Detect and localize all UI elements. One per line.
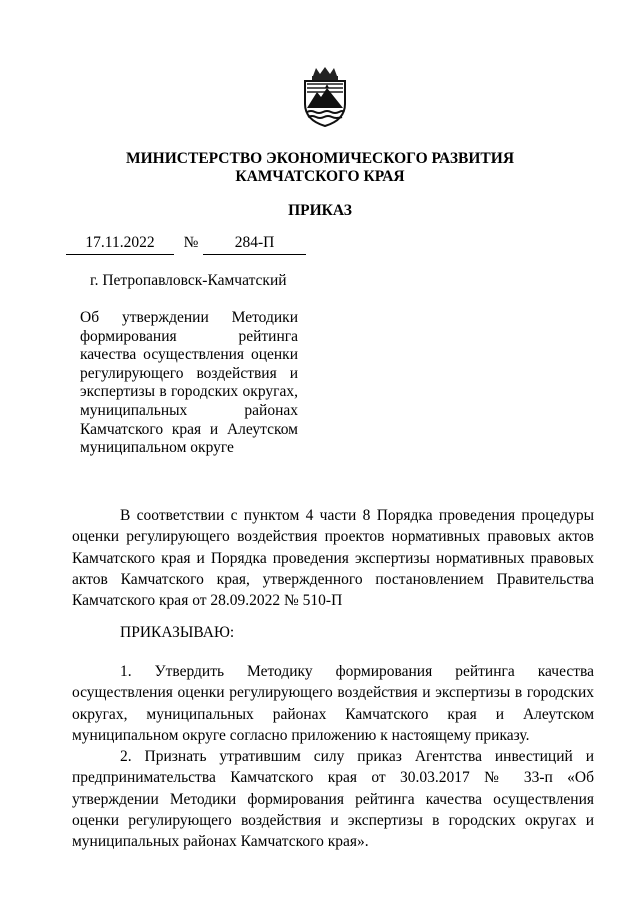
ministry-line-1: МИНИСТЕРСТВО ЭКОНОМИЧЕСКОГО РАЗВИТИЯ xyxy=(125,150,515,167)
number-sign: № xyxy=(183,234,199,251)
order-item-2: 2. Признать утратившим силу приказ Агентства инвестиций и предпринимательства Камчатского края от 30.03.2017 № 33-п «Об утверждении Методики формирования рейтинга качества осуществления оценки регулирующего воздействия и экспертизы в городских округах и муниципальных районах Камчатского края». xyxy=(72,748,594,851)
ministry-name xyxy=(60,150,580,186)
city-name: г. Петропавловск-Камчатский xyxy=(90,272,287,289)
order-item-1: 1. Утвердить Методику формирования рейтинга качества осуществления оценки регулирующего воздействия и экспертизы в городских округах, муниципальных районах Камчатского края и Алеутском муниципальном округе согласно приложению к настоящему приказу. xyxy=(72,663,594,744)
order-number: 284-П xyxy=(203,234,306,255)
order-subject: Об утверждении Методики формирования рейтинга качества осуществления оценки регулирующего воздействия и экспертизы в городских округах, муниципальных районах Камчатского края и Алеутском муниципальном округе xyxy=(80,309,298,457)
document-type-title: ПРИКАЗ xyxy=(288,202,352,219)
preamble-paragraph: В соответствии с пунктом 4 части 8 Порядка проведения процедуры оценки регулирующего воздействия проектов нормативных правовых актов Камчатского края и Порядка проведения экспертизы нормативных правовых актов Камчатского края, утвержденного постановлением Правительства Камчатского края от 28.09.2022 № 510-П xyxy=(72,507,594,610)
order-date: 17.11.2022 xyxy=(66,234,174,255)
ministry-line-2: КАМЧАТСКОГО КРАЯ xyxy=(235,168,405,185)
kamchatka-coat-of-arms-icon xyxy=(297,66,353,128)
order-word: ПРИКАЗЫВАЮ: xyxy=(120,624,235,641)
